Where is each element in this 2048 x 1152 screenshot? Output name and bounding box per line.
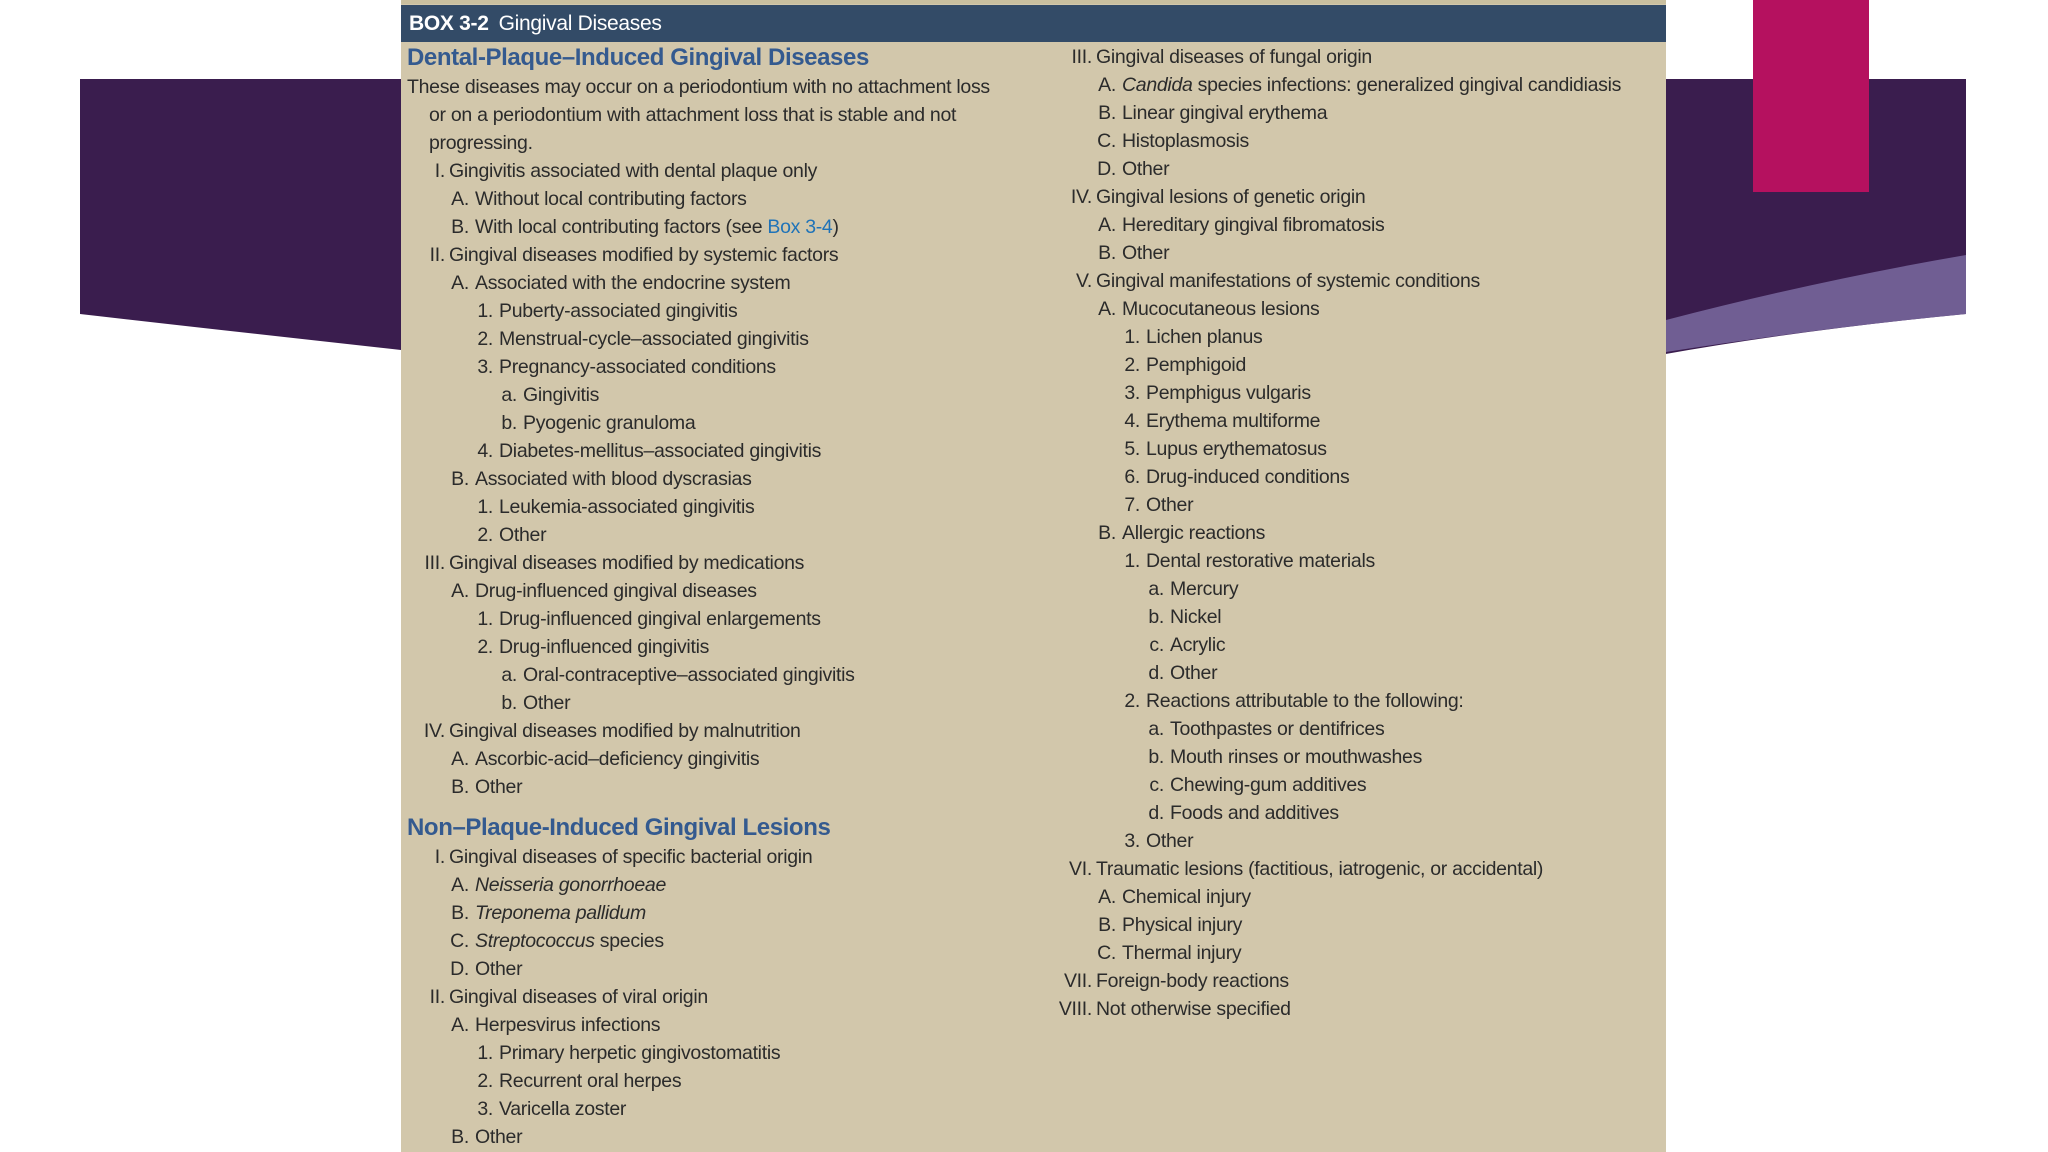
outline-text [449,157,817,185]
item-text: Gingival diseases modified by medications [449,552,805,574]
item-text: Linear gingival erythema [1122,102,1328,124]
outline-marker: II. [429,244,445,266]
outline-text [1146,407,1320,435]
outline-text [449,983,708,1011]
plaque-induced-item [407,773,1057,801]
outline-text [1096,995,1291,1023]
outline-marker: VI. [1069,858,1092,880]
plaque-induced-item [407,549,1057,577]
right-column-item [1054,855,1664,883]
right-column-item [1054,155,1664,183]
non-plaque-induced-item [407,1011,1057,1039]
item-text: Mucocutaneous lesions [1122,298,1320,320]
right-column-item [1054,799,1664,827]
outline-text [1170,603,1221,631]
right-column-item [1054,379,1664,407]
item-text: Other [1146,494,1194,516]
item-text: Drug-influenced gingivitis [499,636,710,658]
outline-text [1146,463,1349,491]
outline-text [1122,519,1265,547]
outline-text [1170,743,1422,771]
intro-text [407,73,1057,157]
right-column-item [1054,351,1664,379]
right-column-item [1054,911,1664,939]
item-text: Foreign-body reactions [1096,970,1289,992]
outline-text [475,955,522,983]
outline-text [1170,575,1238,603]
outline-marker: A. [451,580,469,602]
outline-text [1170,799,1339,827]
outline-marker: a. [1148,578,1164,600]
box-title: Gingival Diseases [498,11,662,35]
non-plaque-induced-item [407,1095,1057,1123]
right-column [1054,43,1664,1023]
item-text: Gingival diseases of viral origin [449,986,708,1008]
outline-text [449,717,801,745]
outline-marker: 1. [477,300,493,322]
right-column-item [1054,43,1664,71]
non-plaque-induced-list [407,843,1057,1151]
outline-marker: A. [451,188,469,210]
plaque-induced-item [407,213,1057,241]
outline-marker: I. [434,846,445,868]
outline-text [1146,547,1375,575]
plaque-induced-item [407,381,1057,409]
outline-text [475,465,752,493]
item-text: Hereditary gingival fibromatosis [1122,214,1385,236]
item-text-tail: ) [832,216,839,238]
item-text: Erythema multiforme [1146,410,1321,432]
outline-text [1146,379,1311,407]
right-column-item [1054,211,1664,239]
item-text: Other [499,524,547,546]
item-text: Gingival diseases of fungal origin [1096,46,1372,68]
right-column-item [1054,967,1664,995]
plaque-induced-item [407,241,1057,269]
item-text: Menstrual-cycle–associated gingivitis [499,328,809,350]
item-text: Other [475,958,523,980]
item-text: Chemical injury [1122,886,1251,908]
italic-term: Neisseria gonorrhoeae [475,874,666,896]
item-text: With local contributing factors (see [475,216,768,238]
item-text: Herpesvirus infections [475,1014,661,1036]
outline-text [475,745,759,773]
outline-text [499,353,776,381]
non-plaque-induced-item [407,927,1057,955]
right-column-item [1054,715,1664,743]
item-text: Other [523,692,571,714]
gingival-diseases-box [401,0,1666,1152]
outline-text [1096,855,1543,883]
item-text: Chewing-gum additives [1170,774,1367,796]
outline-marker: A. [1098,298,1116,320]
outline-marker: b. [501,412,517,434]
outline-marker: 2. [477,328,493,350]
plaque-induced-item [407,521,1057,549]
outline-text [1122,71,1621,99]
outline-marker: III. [1071,46,1092,68]
outline-marker: 4. [1124,410,1140,432]
item-text: Acrylic [1170,634,1226,656]
item-text: Gingivitis [523,384,600,406]
item-text: Histoplasmosis [1122,130,1249,152]
outline-marker: A. [451,1014,469,1036]
outline-text [523,661,855,689]
outline-text [475,927,664,955]
section-title-non-plaque-induced: Non–Plaque-Induced Gingival Lesions [407,814,831,841]
non-plaque-induced-item [407,1123,1057,1151]
right-column-item [1054,827,1664,855]
outline-text [499,325,809,353]
right-column-item [1054,295,1664,323]
outline-text [475,269,790,297]
outline-marker: A. [1098,886,1116,908]
item-text: Ascorbic-acid–deficiency gingivitis [475,748,760,770]
outline-marker: B. [451,776,469,798]
item-text: Other [475,1126,523,1148]
item-text-tail: species infections: generalized gingival candidiasis [1192,74,1622,96]
outline-text [1170,771,1366,799]
item-text: Pemphigoid [1146,354,1246,376]
outline-marker: 2. [477,524,493,546]
outline-marker: 2. [1124,354,1140,376]
item-text: Other [1122,242,1170,264]
non-plaque-induced-item [407,1067,1057,1095]
right-column-list [1054,43,1664,1023]
right-column-item [1054,323,1664,351]
outline-marker: c. [1149,774,1164,796]
item-text: Other [1146,830,1194,852]
outline-text [1146,323,1262,351]
item-text: Other [1170,662,1218,684]
item-text: Gingival lesions of genetic origin [1096,186,1366,208]
right-column-item [1054,435,1664,463]
outline-marker: b. [501,692,517,714]
outline-text [1122,911,1242,939]
outline-marker: 3. [1124,382,1140,404]
outline-text [1146,435,1327,463]
item-text: Recurrent oral herpes [499,1070,682,1092]
plaque-induced-item [407,409,1057,437]
outline-text [1122,883,1251,911]
outline-marker: A. [451,748,469,770]
outline-marker: A. [1098,74,1116,96]
non-plaque-induced-item [407,843,1057,871]
outline-marker: 3. [477,1098,493,1120]
outline-marker: 2. [477,636,493,658]
plaque-induced-item [407,633,1057,661]
item-text: Reactions attributable to the following: [1146,690,1464,712]
right-column-item [1054,659,1664,687]
outline-marker: 1. [477,496,493,518]
outline-text [1096,967,1289,995]
section-gap [407,801,1057,813]
outline-marker: 4. [477,440,493,462]
outline-text [1146,491,1193,519]
item-text: Gingival diseases modified by malnutrition [449,720,801,742]
item-text: Drug-induced conditions [1146,466,1350,488]
right-column-item [1054,575,1664,603]
outline-marker: I. [434,160,445,182]
outline-marker: a. [501,664,517,686]
plaque-induced-item [407,493,1057,521]
item-text: Other [475,776,523,798]
outline-marker: VII. [1063,970,1092,992]
outline-text [499,493,754,521]
outline-marker: A. [1098,214,1116,236]
outline-text [1146,827,1193,855]
right-column-item [1054,407,1664,435]
right-column-item [1054,743,1664,771]
outline-text [475,213,839,241]
outline-text [1170,715,1384,743]
plaque-induced-item [407,297,1057,325]
outline-marker: B. [1098,242,1116,264]
right-column-item [1054,939,1664,967]
outline-text [449,549,804,577]
box-label: BOX 3-2 [409,11,489,35]
right-column-item [1054,771,1664,799]
item-text: Lupus erythematosus [1146,438,1327,460]
item-text: Puberty-associated gingivitis [499,300,738,322]
italic-term: Streptococcus [475,930,595,952]
left-column [407,43,1057,1151]
outline-marker: B. [1098,102,1116,124]
non-plaque-induced-item [407,871,1057,899]
right-column-item [1054,687,1664,715]
item-text: Dental restorative materials [1146,550,1375,572]
outline-marker: B. [451,1126,469,1148]
item-text: Without local contributing factors [475,188,747,210]
intro-continuation: or on a periodontium with attachment loss that is stable and not progressing. [429,104,957,154]
outline-text [1122,295,1320,323]
outline-marker: B. [1098,522,1116,544]
plaque-induced-list [407,157,1057,801]
outline-text [1170,631,1225,659]
outline-text [499,297,737,325]
outline-marker: III. [424,552,445,574]
outline-marker: c. [1149,634,1164,656]
outline-text [1122,211,1384,239]
outline-text [1122,99,1327,127]
plaque-induced-item [407,185,1057,213]
right-column-item [1054,631,1664,659]
item-text: Nickel [1170,606,1222,628]
outline-marker: 1. [1124,550,1140,572]
outline-marker: B. [451,468,469,490]
outline-marker: a. [1148,718,1164,740]
right-column-item [1054,883,1664,911]
outline-text [1122,239,1169,267]
outline-text [1146,687,1464,715]
outline-text [475,871,666,899]
outline-text [449,843,812,871]
item-text: Foods and additives [1170,802,1339,824]
outline-marker: V. [1075,270,1092,292]
item-text: Pemphigus vulgaris [1146,382,1311,404]
outline-marker: b. [1148,606,1164,628]
non-plaque-induced-item [407,983,1057,1011]
right-column-item [1054,603,1664,631]
outline-marker: B. [1098,914,1116,936]
plaque-induced-item [407,353,1057,381]
outline-marker: 5. [1124,438,1140,460]
plaque-induced-item [407,157,1057,185]
item-text: Mercury [1170,578,1239,600]
outline-text [1170,659,1217,687]
outline-marker: 3. [1124,830,1140,852]
outline-marker: 3. [477,356,493,378]
item-text: Lichen planus [1146,326,1263,348]
item-text: Varicella zoster [499,1098,627,1120]
outline-marker: d. [1148,802,1164,824]
plaque-induced-item [407,605,1057,633]
non-plaque-induced-item [407,899,1057,927]
item-text: Not otherwise specified [1096,998,1291,1020]
italic-term: Treponema pallidum [475,902,646,924]
outline-text [475,1011,660,1039]
right-column-item [1054,267,1664,295]
right-column-item [1054,127,1664,155]
item-text: Toothpastes or dentifrices [1170,718,1385,740]
outline-marker: D. [450,958,469,980]
outline-text [523,409,695,437]
intro-first-line: These diseases may occur on a periodontium with no attachment loss [407,76,990,98]
plaque-induced-item [407,689,1057,717]
plaque-induced-item [407,717,1057,745]
plaque-induced-item [407,325,1057,353]
item-text: Physical injury [1122,914,1243,936]
right-column-item [1054,519,1664,547]
box-reference-link[interactable]: Box 3-4 [767,216,833,238]
plaque-induced-item [407,745,1057,773]
outline-marker: IV. [423,720,445,742]
outline-marker: C. [450,930,469,952]
plaque-induced-item [407,437,1057,465]
item-text: Pyogenic granuloma [523,412,696,434]
plaque-induced-item [407,465,1057,493]
item-text: Traumatic lesions (factitious, iatrogenic, or accidental) [1096,858,1544,880]
outline-text [499,1067,681,1095]
outline-text [1096,267,1480,295]
outline-text [523,381,599,409]
outline-text [1122,155,1169,183]
item-text: Thermal injury [1122,942,1242,964]
item-text: Pregnancy-associated conditions [499,356,776,378]
outline-marker: A. [451,272,469,294]
outline-marker: II. [429,986,445,1008]
item-text: Drug-influenced gingival enlargements [499,608,821,630]
right-column-item [1054,995,1664,1023]
outline-text [499,605,821,633]
outline-text [475,773,522,801]
item-text: Mouth rinses or mouthwashes [1170,746,1423,768]
outline-text [499,633,709,661]
right-column-item [1054,99,1664,127]
outline-text [1146,351,1246,379]
outline-marker: 1. [1124,326,1140,348]
outline-marker: B. [451,902,469,924]
box-header [401,5,1666,42]
outline-marker: 1. [477,1042,493,1064]
item-text: Allergic reactions [1122,522,1266,544]
outline-text [475,185,747,213]
item-text: Gingival diseases modified by systemic factors [449,244,839,266]
outline-text [523,689,570,717]
item-text: Leukemia-associated gingivitis [499,496,755,518]
outline-marker: C. [1097,130,1116,152]
outline-marker: 7. [1124,494,1140,516]
right-column-item [1054,71,1664,99]
outline-marker: D. [1097,158,1116,180]
outline-marker: d. [1148,662,1164,684]
item-text: Other [1122,158,1170,180]
box-top-strip [401,0,1666,4]
accent-rectangle [1753,0,1869,192]
item-text: Gingival diseases of specific bacterial origin [449,846,813,868]
right-column-item [1054,183,1664,211]
outline-marker: A. [451,874,469,896]
item-text: Primary herpetic gingivostomatitis [499,1042,781,1064]
outline-marker: 2. [477,1070,493,1092]
non-plaque-induced-item [407,1039,1057,1067]
item-text: Associated with the endocrine system [475,272,791,294]
outline-marker: VIII. [1058,998,1092,1020]
outline-text [499,437,821,465]
outline-marker: 2. [1124,690,1140,712]
non-plaque-induced-item [407,955,1057,983]
item-text: Oral-contraceptive–associated gingivitis [523,664,855,686]
item-text: Associated with blood dyscrasias [475,468,752,490]
outline-marker: IV. [1070,186,1092,208]
outline-text [1096,183,1365,211]
outline-text [475,577,757,605]
section-title-plaque-induced: Dental-Plaque–Induced Gingival Diseases [407,44,869,71]
outline-text [499,521,546,549]
outline-marker: b. [1148,746,1164,768]
plaque-induced-item [407,269,1057,297]
outline-text [1122,127,1249,155]
outline-marker: 6. [1124,466,1140,488]
right-column-item [1054,547,1664,575]
outline-marker: C. [1097,942,1116,964]
plaque-induced-item [407,577,1057,605]
right-column-item [1054,239,1664,267]
outline-text [475,899,646,927]
outline-text [499,1095,626,1123]
right-column-item [1054,463,1664,491]
right-column-item [1054,491,1664,519]
italic-term: Candida [1122,74,1193,96]
outline-text [1122,939,1241,967]
outline-text [449,241,838,269]
item-text: Gingival manifestations of systemic conditions [1096,270,1480,292]
item-text: Diabetes-mellitus–associated gingivitis [499,440,822,462]
item-text: Gingivitis associated with dental plaque only [449,160,818,182]
outline-marker: a. [501,384,517,406]
outline-text [475,1123,522,1151]
outline-text [1096,43,1372,71]
outline-marker: B. [451,216,469,238]
plaque-induced-item [407,661,1057,689]
item-text-tail: species [594,930,664,952]
outline-text [499,1039,780,1067]
item-text: Drug-influenced gingival diseases [475,580,757,602]
outline-marker: 1. [477,608,493,630]
